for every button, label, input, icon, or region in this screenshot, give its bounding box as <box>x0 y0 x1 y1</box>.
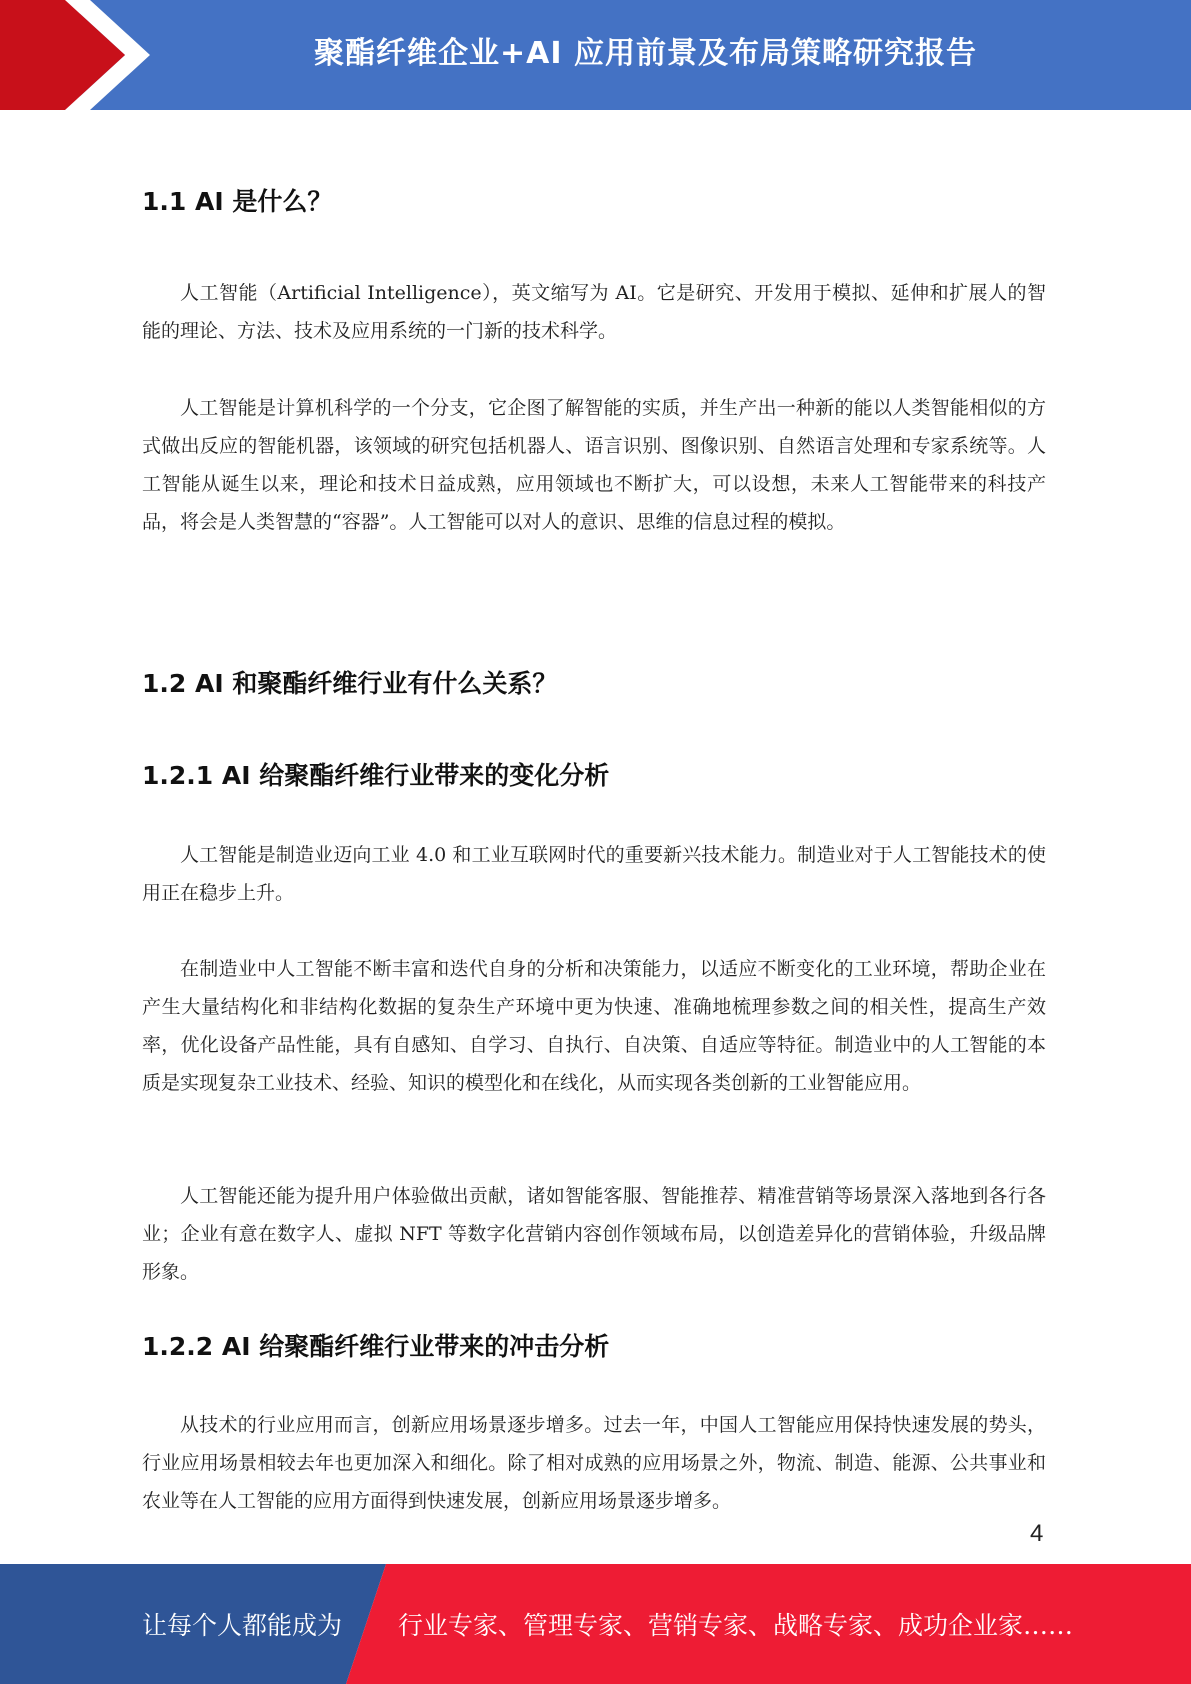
paragraph-1-2-1-1: 人工智能是制造业迈向工业 4.0 和工业互联网时代的重要新兴技术能力。制造业对于人工智能技术的使用正在稳步上升。 <box>142 844 1046 904</box>
section-heading-1-1: 1.1 AI 是什么？ <box>142 187 333 216</box>
report-title: 聚酯纤维企业+AI 应用前景及布局策略研究报告 <box>314 36 977 71</box>
footer-banner <box>0 1564 1191 1684</box>
paragraph-1-1-2: 人工智能是计算机科学的一个分支，它企图了解智能的实质，并生产出一种新的能以人类智能相似的方式做出反应的智能机器，该领域的研究包括机器人、语言识别、图像识别、自然语言处理和专家系统等。人工智能从诞生以来，理论和技术日益成熟，应用领域也不断扩大，可以设想，未来人工智能带来的科技产品，将会是人类智慧的“容器”。人工智能可以对人的意识、思维的信息过程的模拟。 <box>142 397 1046 533</box>
footer-slogan-left: 让每个人都能成为 <box>142 1611 343 1640</box>
paragraph-1-1-1: 人工智能（Artificial Intelligence），英文缩写为 AI。它是研究、开发用于模拟、延伸和扩展人的智能的理论、方法、技术及应用系统的一门新的技术科学。 <box>142 282 1046 342</box>
section-heading-1-2: 1.2 AI 和聚酯纤维行业有什么关系？ <box>142 669 558 698</box>
paragraph-1-2-1-2: 在制造业中人工智能不断丰富和迭代自身的分析和决策能力，以适应不断变化的工业环境，帮助企业在产生大量结构化和非结构化数据的复杂生产环境中更为快速、准确地梳理参数之间的相关性，提高生产效率，优化设备产品性能，具有自感知、自学习、自执行、自决策、自适应等特征。制造业中的人工智能的本质是实现复杂工业技术、经验、知识的模型化和在线化，从而实现各类创新的工业智能应用。 <box>142 958 1046 1094</box>
header-banner <box>0 0 1191 110</box>
paragraph-1-2-1-3: 人工智能还能为提升用户体验做出贡献，诸如智能客服、智能推荐、精准营销等场景深入落地到各行各业；企业有意在数字人、虚拟 NFT 等数字化营销内容创作领域布局，以创造差异化的营销体验，升级品牌形象。 <box>142 1185 1046 1283</box>
page-number: 4 <box>1030 1520 1044 1547</box>
paragraph-1-2-2-1: 从技术的行业应用而言，创新应用场景逐步增多。过去一年，中国人工智能应用保持快速发展的势头，行业应用场景相较去年也更加深入和细化。除了相对成熟的应用场景之外，物流、制造、能源、公共事业和农业等在人工智能的应用方面得到快速发展，创新应用场景逐步增多。 <box>142 1414 1046 1512</box>
section-heading-1-2-1: 1.2.1 AI 给聚酯纤维行业带来的变化分析 <box>142 761 610 790</box>
section-heading-1-2-2: 1.2.2 AI 给聚酯纤维行业带来的冲击分析 <box>142 1332 610 1361</box>
footer-slogan-right: 行业专家、管理专家、营销专家、战略专家、成功企业家…… <box>398 1611 1074 1640</box>
